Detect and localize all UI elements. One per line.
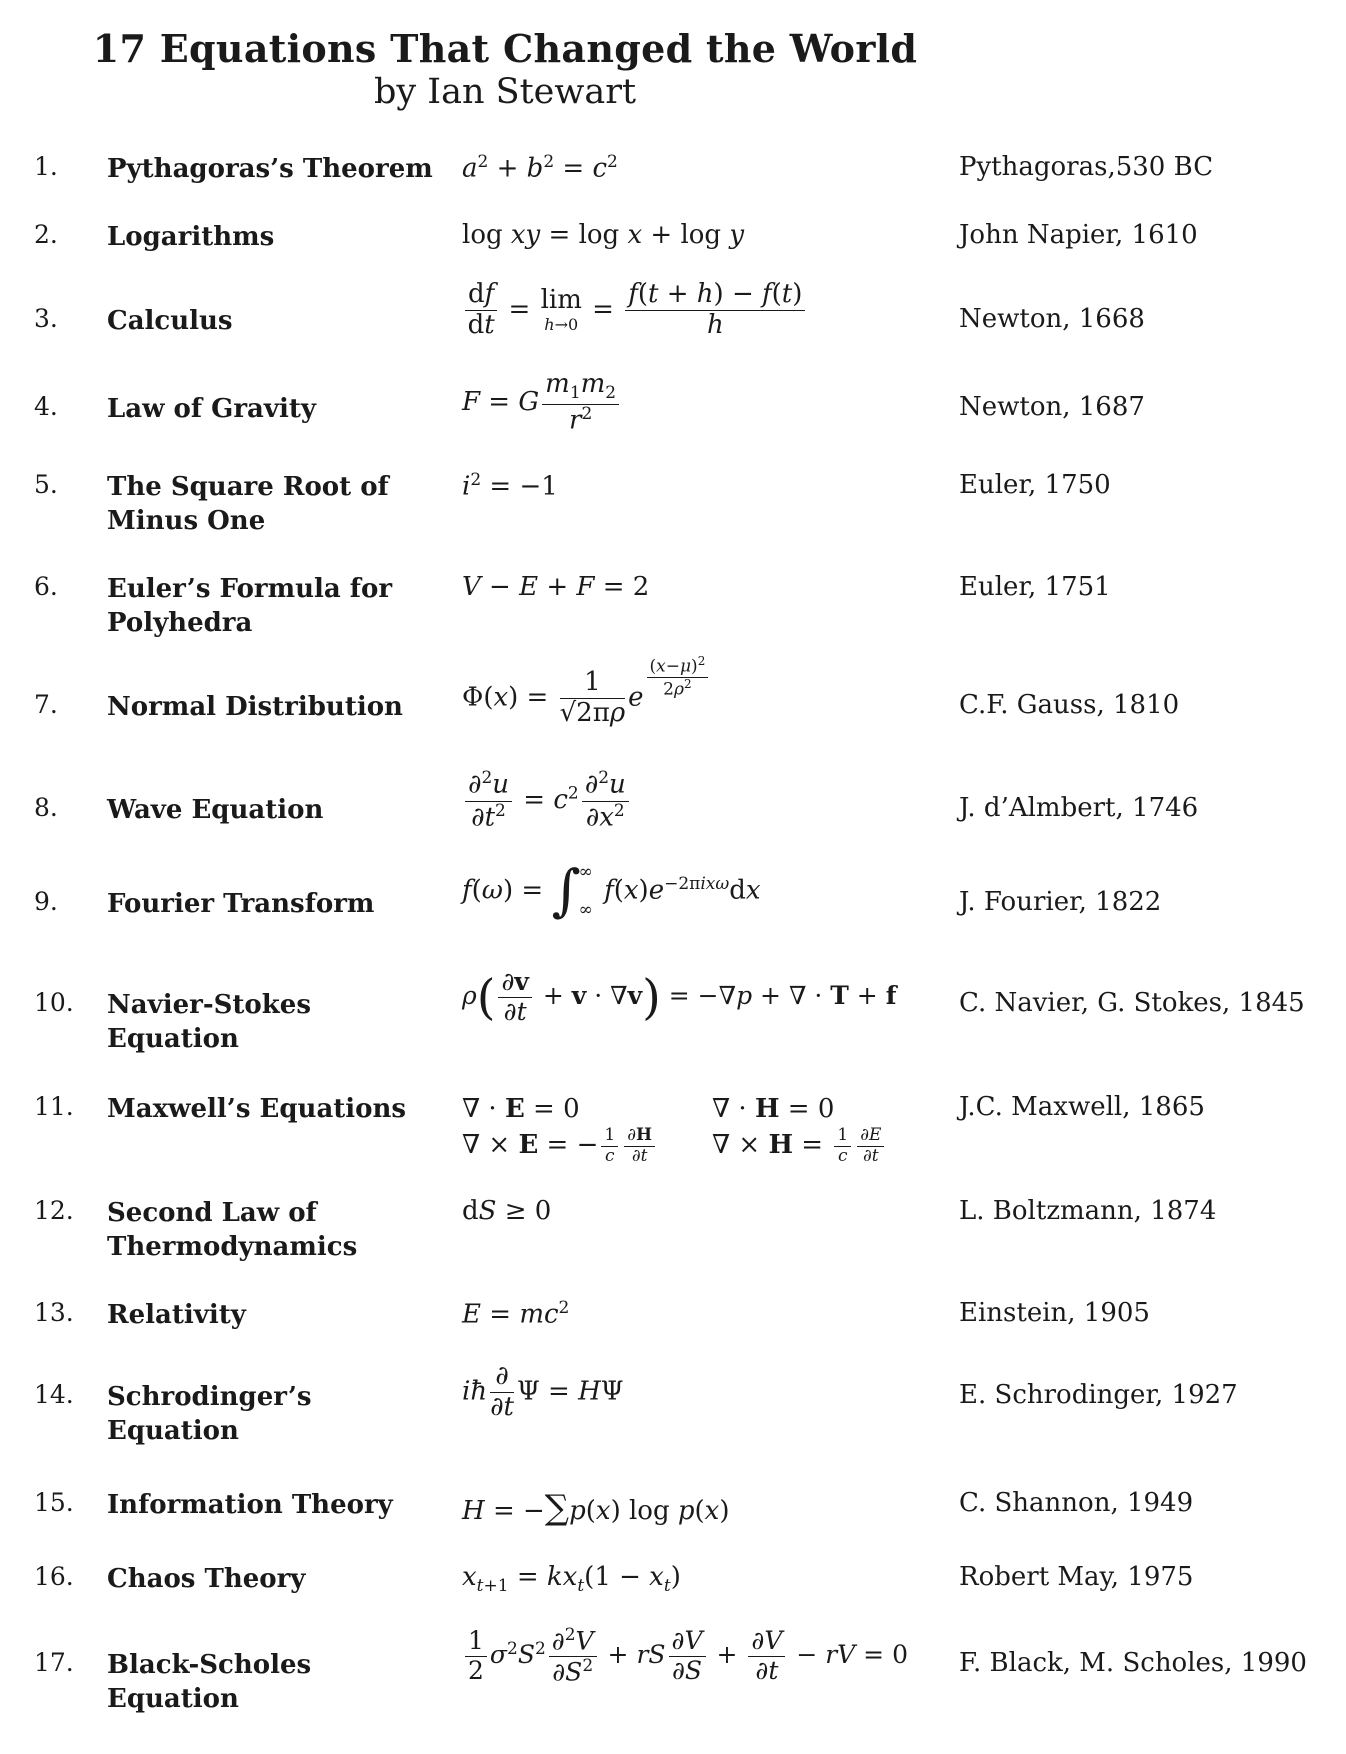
row-number: 5. <box>34 470 58 499</box>
equation-formula: $E = mc^2$ <box>462 1298 570 1330</box>
equation-formula: Φ(x) = $\frac{1}{√2\pi\rho}$ e $^{\frac{(x-\mu)^2}{2\rho^2}}$ <box>462 668 711 729</box>
row-number: 13. <box>34 1298 74 1327</box>
equation-credit: Newton, 1687 <box>959 392 1145 422</box>
equation-credit: C.F. Gauss, 1810 <box>959 690 1180 720</box>
row-number: 3. <box>34 304 58 333</box>
equation-credit: John Napier, 1610 <box>959 220 1198 250</box>
equation-formula: $\frac{1}{2}$ $\sigma^2S^2$ $\frac{\partial^2V}{\partial S^2}$ + rS $\frac{\partial V}{\partial S}$ + $\frac{\partial V}{\partial t}$ − rV = 0 <box>462 1626 908 1687</box>
equation-formula-b: ∇ · H = 0 ∇ × H = $\frac{1}{c}$ $\frac{\partial E}{\partial t}$ <box>712 1092 887 1166</box>
equation-credit: F. Black, M. Scholes, 1990 <box>959 1648 1307 1678</box>
equation-name: The Square Root of Minus One <box>107 472 389 536</box>
row-number: 17. <box>34 1648 74 1677</box>
equation-credit: Einstein, 1905 <box>959 1298 1150 1328</box>
equation-credit: C. Navier, G. Stokes, 1845 <box>959 988 1305 1018</box>
equation-name: Black-Scholes Equation <box>107 1650 312 1714</box>
equation-formula: $\frac{df}{dt}$ = lim h→0 = $\frac{f(t + h) - f(t)}{h}$ <box>462 280 808 341</box>
equation-credit: J. d’Almbert, 1746 <box>959 793 1199 823</box>
equation-name: Relativity <box>107 1300 246 1330</box>
equation-formula: ρ( $\frac{\partial v}{\partial t}$ + v · ∇v) = −∇p + ∇ · T + f <box>462 967 897 1026</box>
row-number: 8. <box>34 793 58 822</box>
equation-credit: L. Boltzmann, 1874 <box>959 1196 1217 1226</box>
equation-credit: J.C. Maxwell, 1865 <box>959 1092 1205 1122</box>
equation-formula: H = −∑p(x) log p(x) <box>462 1488 730 1528</box>
row-number: 10. <box>34 988 74 1017</box>
equation-name: Euler’s Formula for Polyhedra <box>107 574 393 638</box>
equation-formula: iħ $\frac{\partial}{\partial t}$ Ψ = HΨ <box>462 1361 624 1422</box>
equation-credit: Pythagoras,530 BC <box>959 152 1214 182</box>
equation-name: Law of Gravity <box>107 394 316 424</box>
row-number: 11. <box>34 1092 74 1121</box>
equation-credit: C. Shannon, 1949 <box>959 1488 1194 1518</box>
row-number: 2. <box>34 220 58 249</box>
equation-formula: f(ω) = ∫ ∞ ∞ $f(x)e^{-2\pi ix\omega}dx$ <box>462 858 761 924</box>
equation-name: Schrodinger’s Equation <box>107 1382 312 1446</box>
equation-name: Second Law of Thermodynamics <box>107 1198 358 1262</box>
equation-name: Maxwell’s Equations <box>107 1094 407 1124</box>
equation-credit: Robert May, 1975 <box>959 1562 1194 1592</box>
equation-name: Fourier Transform <box>107 889 375 919</box>
equation-formula: log xy = log x + log y <box>462 220 745 250</box>
equation-credit: Euler, 1751 <box>959 572 1111 602</box>
page-title: 17 Equations That Changed the World <box>92 26 918 71</box>
equation-credit: E. Schrodinger, 1927 <box>959 1380 1238 1410</box>
row-number: 12. <box>34 1196 74 1225</box>
equation-name: Chaos Theory <box>107 1564 306 1594</box>
row-number: 16. <box>34 1562 74 1591</box>
equation-name: Pythagoras’s Theorem <box>107 154 433 184</box>
equation-formula: $a^2 + b^2 = c^2$ <box>462 152 618 184</box>
equation-name: Wave Equation <box>107 795 324 825</box>
equation-credit: J. Fourier, 1822 <box>959 887 1162 917</box>
row-number: 9. <box>34 887 58 916</box>
row-number: 4. <box>34 392 58 421</box>
equation-formula: $\frac{\partial^2u}{\partial t^2}$ = $c^2$ $\frac{\partial^2u}{\partial x^2}$ <box>462 769 632 833</box>
equation-formula: $i^2 = -1$ <box>462 470 558 502</box>
row-number: 7. <box>34 690 58 719</box>
equation-formula: F = G $\frac{m_1m_2}{r^2}$ <box>462 370 622 436</box>
equation-credit: Euler, 1750 <box>959 470 1111 500</box>
row-number: 6. <box>34 572 58 601</box>
equation-name: Normal Distribution <box>107 692 403 722</box>
equation-formula: V − E + F = 2 <box>462 572 650 602</box>
equation-name: Calculus <box>107 306 233 336</box>
title-block <box>0 26 1010 112</box>
equation-formula: ∇ · E = 0 ∇ × E = − $\frac{1}{c}$ $\frac{\partial H}{\partial t}$ <box>462 1092 658 1166</box>
row-number: 1. <box>34 152 58 181</box>
row-number: 14. <box>34 1380 74 1409</box>
equation-name: Navier-Stokes Equation <box>107 990 311 1054</box>
equation-name: Information Theory <box>107 1490 393 1520</box>
equation-formula: dS ≥ 0 <box>462 1196 552 1226</box>
equation-formula: $x_{t+1} = kx_t(1 - x_t)$ <box>462 1562 681 1597</box>
equation-credit: Newton, 1668 <box>959 304 1145 334</box>
page-subtitle: by Ian Stewart <box>373 72 637 112</box>
equation-name: Logarithms <box>107 222 275 252</box>
row-number: 15. <box>34 1488 74 1517</box>
